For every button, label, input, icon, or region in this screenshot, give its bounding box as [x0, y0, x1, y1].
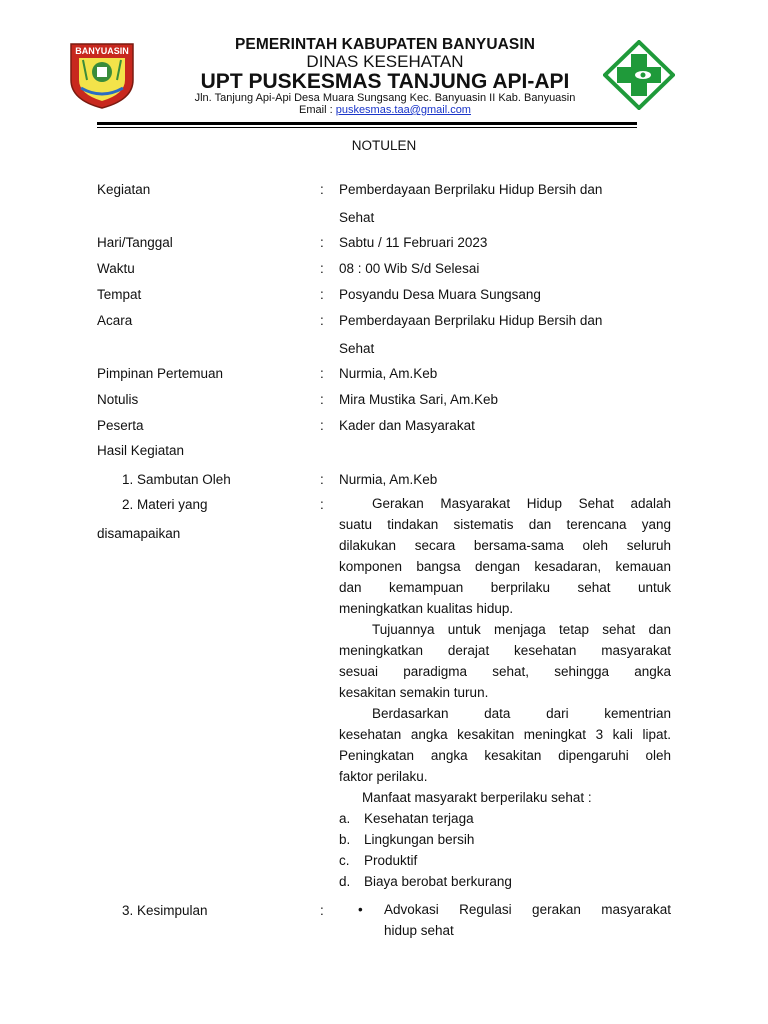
materi-paragraph-2 [339, 619, 671, 703]
p3-line: kesehatan angka kesakitan meningkat 3 kali lipat. [339, 727, 671, 742]
sambutan-value: Nurmia, Am.Keb [339, 472, 438, 487]
bullet-marker: • [358, 902, 363, 917]
p1-line: dilakukan secara bersama-sama oleh seluruh [339, 538, 671, 553]
list-item: Kesehatan terjaga [364, 811, 474, 826]
logo-label: BANYUASIN [75, 46, 129, 56]
document-title: NOTULEN [351, 138, 417, 153]
peserta-label: Peserta [97, 418, 144, 433]
hari-value: Sabtu / 11 Februari 2023 [339, 235, 488, 250]
colon: : [320, 235, 324, 250]
list-marker: d. [339, 874, 351, 889]
pimpinan-value: Nurmia, Am.Keb [339, 366, 438, 381]
p2-line: meningkatkan derajat kesehatan masyarakat [339, 643, 671, 658]
dept-name: DINAS KESEHATAN [306, 52, 464, 71]
colon: : [320, 182, 324, 197]
acara-value: Pemberdayaan Berprilaku Hidup Bersih dan [339, 313, 603, 328]
colon: : [320, 472, 324, 487]
kesimpulan-line: hidup sehat [384, 923, 454, 938]
list-marker: c. [339, 853, 350, 868]
sambutan-label: 1. Sambutan Oleh [122, 472, 231, 487]
materi-paragraph-3 [339, 703, 671, 787]
materi-paragraph-1 [339, 493, 671, 619]
p2-line: Tujuannya untuk menjaga tetap sehat dan [372, 622, 671, 637]
list-marker: a. [339, 811, 351, 826]
waktu-value: 08 : 00 Wib S/d Selesai [339, 261, 480, 276]
gov-name: PEMERINTAH KABUPATEN BANYUASIN [234, 36, 536, 53]
acara-label: Acara [97, 313, 133, 328]
materi-label-cont: disamapaikan [97, 526, 181, 541]
list-item: Biaya berobat berkurang [364, 874, 512, 889]
colon: : [320, 366, 324, 381]
p1-line: Gerakan Masyarakat Hidup Sehat adalah [372, 496, 671, 511]
p3-line: Peningkatan angka kesakitan dipengaruhi oleh [339, 748, 671, 763]
address: Jln. Tanjung Api-Api Desa Muara Sungsang Kec. Banyuasin II Kab. Banyuasin [194, 92, 576, 104]
email-link[interactable]: puskesmas.taa@gmail.com [335, 104, 471, 116]
kegiatan-value-cont: Sehat [339, 210, 375, 225]
manfaat-intro: Manfaat masyarakt berperilaku sehat : [362, 790, 592, 805]
colon: : [320, 313, 324, 328]
p1-line: meningkatkan kualitas hidup. [339, 601, 514, 616]
hari-label: Hari/Tanggal [97, 235, 173, 250]
colon: : [320, 287, 324, 302]
peserta-value: Kader dan Masyarakat [339, 418, 475, 433]
p3-line: faktor perilaku. [339, 769, 428, 784]
header-rule-thick [97, 122, 637, 125]
kesimpulan-line: Advokasi Regulasi gerakan masyarakat [384, 902, 671, 917]
p1-line: komponen bangsa dengan kesadaran, kemauan [339, 559, 671, 574]
kesimpulan-label: 3. Kesimpulan [122, 903, 208, 918]
p2-line: kesakitan semakin turun. [339, 685, 489, 700]
kegiatan-value: Pemberdayaan Berprilaku Hidup Bersih dan [339, 182, 603, 197]
email-line [150, 104, 620, 116]
pimpinan-label: Pimpinan Pertemuan [97, 366, 224, 381]
notulis-value: Mira Mustika Sari, Am.Keb [339, 392, 499, 407]
colon: : [320, 497, 324, 512]
p2-line: sesuai paradigma sehat, sehingga angka [339, 664, 671, 679]
colon: : [320, 903, 324, 918]
colon: : [320, 261, 324, 276]
kesimpulan-value [384, 899, 671, 941]
banyuasin-logo [67, 40, 137, 110]
colon: : [320, 392, 324, 407]
materi-label: 2. Materi yang [122, 497, 208, 512]
p1-line: dan kemampuan berprilaku sehat untuk [339, 580, 671, 595]
office-name: UPT PUSKESMAS TANJUNG API-API [200, 70, 570, 93]
kegiatan-label: Kegiatan [97, 182, 151, 197]
tempat-label: Tempat [97, 287, 142, 302]
list-item: Lingkungan bersih [364, 832, 475, 847]
list-marker: b. [339, 832, 351, 847]
list-item: Produktif [364, 853, 418, 868]
email-label: Email : [299, 104, 336, 116]
tempat-value: Posyandu Desa Muara Sungsang [339, 287, 541, 302]
p3-line: Berdasarkan data dari kementrian [372, 706, 671, 721]
acara-value-cont: Sehat [339, 341, 375, 356]
waktu-label: Waktu [97, 261, 135, 276]
notulis-label: Notulis [97, 392, 139, 407]
colon: : [320, 418, 324, 433]
hasil-label: Hasil Kegiatan [97, 443, 185, 458]
header-rule-thin [97, 127, 637, 128]
p1-line: suatu tindakan sistematis dan terencana yang [339, 517, 671, 532]
